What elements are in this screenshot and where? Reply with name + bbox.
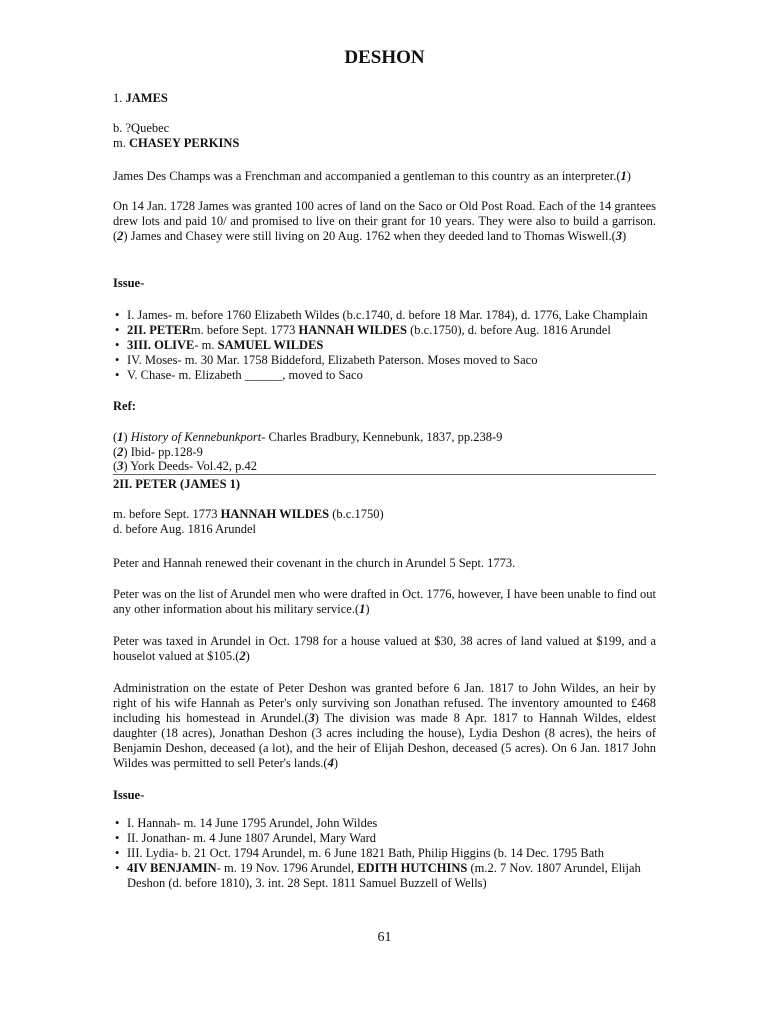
paragraph — [113, 634, 656, 664]
footnote-ref: 3 — [308, 711, 315, 725]
reference-text: - Charles Bradbury, Kennebunk, 1837, pp.238-9 — [261, 430, 503, 444]
page-number: 61 — [377, 930, 392, 945]
footnote-ref: 2 — [239, 649, 246, 663]
issue-heading-text: Issue- — [113, 788, 145, 802]
paragraph — [113, 169, 656, 184]
reference-line: (2) Ibid- pp.128-9 — [113, 445, 203, 459]
marriage-line — [113, 136, 656, 151]
reference-text: Ibid- pp.128-9 — [127, 445, 203, 459]
marriage-suffix: (b.c.1750) — [329, 507, 384, 521]
list-item-text: I. Hannah- m. 14 June 1795 Arundel, John Wildes — [127, 816, 378, 830]
ref-heading — [113, 399, 656, 414]
reference-text: York Deeds- Vol.42, p.42 — [127, 459, 258, 473]
footnote-ref: 2 — [117, 445, 124, 459]
paragraph-text: ) — [333, 756, 338, 770]
entry-number: 1. — [113, 91, 126, 105]
child-name: 4IV BENJAMIN — [127, 861, 217, 875]
footnote-ref: 1 — [620, 169, 627, 183]
paragraph-text: On 14 Jan. 1728 James was granted 100 acres of land on the Saco or Old Post Road. Each of the 14 grantees drew lots and paid 10/ and promised to live on their grant for 10 years. They were also to build a garrison.( — [113, 199, 656, 243]
list-item — [113, 831, 656, 846]
section-divider — [113, 474, 656, 475]
paragraph-text: Peter was on the list of Arundel men who were drafted in Oct. 1776, however, I have been unable to find out any other information about his military service.( — [113, 587, 656, 616]
paragraph-text: Administration on the estate of Peter Deshon was granted before 6 Jan. 1817 to John Wildes, an heir by right of his wife Hannah as Peter's only surviving son Jonathan refused. The inventory amounted to £468 including his homestead in Arundel.( — [113, 681, 656, 725]
paragraph-text: ) — [245, 649, 250, 663]
list-item-text: V. Chase- m. Elizabeth ______, moved to Saco — [127, 368, 363, 382]
list-item-text: m. before Sept. 1773 — [190, 323, 299, 337]
footnote-ref: 3 — [615, 229, 623, 243]
list-item — [113, 338, 656, 353]
paragraph-text: ) — [365, 602, 370, 616]
entry-name: JAMES — [125, 91, 168, 105]
list-item-text: (b.c.1750), d. before Aug. 1816 Arundel — [407, 323, 611, 337]
list-item — [113, 368, 656, 383]
list-item — [113, 816, 656, 831]
paragraph: Peter and Hannah renewed their covenant in the church in Arundel 5 Sept. 1773. — [113, 556, 516, 570]
child-name: 2II. PETER — [127, 323, 191, 337]
list-item — [113, 861, 656, 891]
reference-line: (1) History of Kennebunkport- Charles Bradbury, Kennebunk, 1837, pp.238-9 — [113, 430, 503, 444]
marriage-line — [113, 507, 656, 522]
issue-heading — [113, 276, 656, 291]
spouse-name: HANNAH WILDES — [220, 507, 330, 521]
list-item — [113, 846, 656, 861]
footnote-ref: 2 — [117, 229, 124, 243]
footnote-ref: 3 — [117, 459, 124, 473]
ref-heading-text: Ref: — [113, 399, 136, 413]
list-item — [113, 323, 656, 338]
birth-line: b. ?Quebec — [113, 121, 170, 135]
footnote-ref: 1 — [117, 430, 124, 444]
reference-line: (3) York Deeds- Vol.42, p.42 — [113, 459, 258, 473]
list-item-text: IV. Moses- m. 30 Mar. 1758 Biddeford, Elizabeth Paterson. Moses moved to Saco — [127, 353, 538, 367]
list-item-text: (m.2. 7 Nov. 1807 Arundel, Elijah Deshon (d. before 1810), 3. int. 28 Sept. 1811 Samuel Buzzell of Wells) — [127, 861, 641, 890]
spouse-name: CHASEY PERKINS — [128, 136, 240, 150]
spouse-name: HANNAH WILDES — [298, 323, 408, 337]
book-title: History of Kennebunkport — [130, 430, 262, 444]
list-item-text: - m. — [194, 338, 218, 352]
list-item-text: III. Lydia- b. 21 Oct. 1794 Arundel, m. 6 June 1821 Bath, Philip Higgins (b. 14 Dec. 1795 Bath — [127, 846, 605, 860]
footnote-ref: 1 — [359, 602, 366, 616]
issue-heading-text: Issue- — [113, 276, 145, 290]
list-item — [113, 353, 656, 368]
footnote-ref: 4 — [327, 756, 334, 770]
list-item-text: - m. 19 Nov. 1796 Arundel, — [216, 861, 358, 875]
spouse-name: SAMUEL WILDES — [217, 338, 324, 352]
death-line: d. before Aug. 1816 Arundel — [113, 522, 257, 536]
issue-list — [113, 816, 656, 891]
paragraph-text: ) The division was made 8 Apr. 1817 to Hannah Wildes, eldest daughter (18 acres), Jonathan Deshon (3 acres including the house), Lydia Deshon (8 acres), the heirs of Benjamin Deshon, deceased (a lot), and the heir of Elijah Deshon, deceased (5 acres). On 6 Jan. 1817 John Wildes was permitted to sell Peter's lands.( — [113, 711, 657, 770]
paragraph-text: ) James and Chasey were still living on 20 Aug. 1762 when they deeded land to Thomas Wiswell.( — [123, 229, 616, 243]
paragraph — [113, 199, 656, 244]
paragraph-text: Peter was taxed in Arundel in Oct. 1798 for a house valued at $30, 38 acres of land valued at $199, and a houselot valued at $105.( — [113, 634, 656, 663]
paragraph-text: ) — [626, 169, 631, 183]
paragraph-text: James Des Champs was a Frenchman and accompanied a gentleman to this country as an interpreter.( — [113, 169, 621, 183]
marriage-prefix: m. before Sept. 1773 — [113, 507, 221, 521]
list-item-text: I. James- m. before 1760 Elizabeth Wildes (b.c.1740, d. before 18 Mar. 1784), d. 1776, Lake Champlain — [127, 308, 648, 322]
paragraph — [113, 587, 656, 617]
issue-list — [113, 308, 656, 383]
list-item-text: II. Jonathan- m. 4 June 1807 Arundel, Mary Ward — [127, 831, 377, 845]
section-heading-text: 2II. PETER (JAMES 1) — [113, 477, 241, 491]
child-name: 3III. OLIVE — [127, 338, 195, 352]
section-peter-heading — [113, 477, 656, 492]
marriage-prefix: m. — [113, 136, 129, 150]
spouse-name: EDITH HUTCHINS — [357, 861, 468, 875]
issue-heading — [113, 788, 656, 803]
page-title: DESHON — [344, 47, 425, 68]
paragraph — [113, 681, 656, 771]
list-item — [113, 308, 656, 323]
section-james-heading — [113, 91, 656, 106]
paragraph-text: ) — [622, 229, 627, 243]
